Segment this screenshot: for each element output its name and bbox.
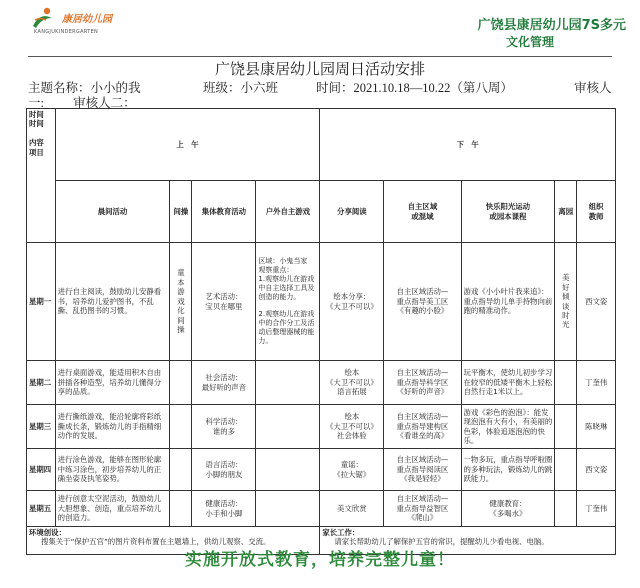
day-label: 星期三 (27, 405, 56, 449)
outdoor-empty-cell (256, 491, 320, 527)
col-exercise: 间操 (170, 181, 192, 243)
col-teacher: 组织 教师 (577, 181, 616, 243)
col-leave: 离园 (555, 181, 577, 243)
header-divider (28, 56, 612, 57)
sport-cell: 游戏《小小叶片我来追》：重点指导幼儿单手持物向前跑的精准动作。 (461, 243, 555, 361)
day-label: 星期一 (27, 243, 56, 361)
outdoor-empty-cell (256, 449, 320, 491)
day-label: 星期二 (27, 361, 56, 405)
zone-cell: 自主区域活动— 重点指导益智区 《爬山》 (384, 491, 461, 527)
exercise-empty-cell (170, 449, 192, 491)
reviewer-1-tail: 一: (28, 96, 44, 110)
time-label: 时间：2021.10.18—10.22（第八周） (316, 81, 513, 95)
class-label: 班级：小六班 (203, 81, 279, 95)
parent-work-label: 家长工作： (322, 528, 360, 537)
environment-label: 环境创设： (29, 528, 66, 537)
share-reading-cell: 绘本分享： 《大卫不可以》 (320, 243, 384, 361)
teacher-cell: 西文姿 (577, 449, 616, 491)
theme-label: 主题名称：小小的我 (28, 81, 141, 95)
teacher-cell: 丁奎伟 (577, 361, 616, 405)
morning-activity-cell: 进行自主阅读，鼓励幼儿安静看书，培养幼儿爱护图书，不乱撕、乱扔图书的习惯。 (55, 243, 170, 361)
leave-note-cell: 美好倾谈时光 (555, 243, 577, 361)
zone-cell: 自主区域活动— 重点指导建构区 《看谁垒的高》 (384, 405, 461, 449)
schedule-table (26, 108, 616, 555)
outdoor-empty-cell (256, 361, 320, 405)
morning-activity-cell: 进行涂色游戏，能够在图形轮廓中练习涂色，初步培养幼儿的正确坐姿及执笔姿势。 (55, 449, 170, 491)
col-zone: 自主区域 或混域 (384, 181, 461, 243)
outdoor-play-cell: 区域：小鬼当家 观察重点： 1.观察幼儿在游戏中自主选择工具及创造的能力。 2.观察幼儿在游戏中的合作分工及活动后整理器械的能力。 (256, 243, 320, 361)
zone-cell: 自主区域活动— 重点指导美工区 《有趣的小脸》 (384, 243, 461, 361)
group-activity-cell: 语言活动： 小脚的朋友 (192, 449, 256, 491)
share-reading-cell: 美文欣赏 (320, 491, 384, 527)
morning-activity-cell: 进行桌面游戏，能适用积木自由拼插各种造型，培养幼儿懂得分享的品质。 (55, 361, 170, 405)
table-row (27, 405, 616, 449)
teacher-cell: 西文姿 (577, 243, 616, 361)
leave-empty-cell (555, 449, 577, 491)
kindergarten-logo-icon (30, 6, 56, 30)
col-outdoor-play: 户外自主游戏 (256, 181, 320, 243)
group-activity-cell: 社会活动： 最好听的声音 (192, 361, 256, 405)
col-morning-activity: 晨间活动 (55, 181, 170, 243)
exercise-empty-cell (170, 405, 192, 449)
environment-text: 搜集关于“保护五官”的图片资料布置在主题墙上，供幼儿观察、交流。 (41, 537, 271, 547)
leave-empty-cell (555, 405, 577, 449)
group-activity-cell: 科学活动： 谁的多 (192, 405, 256, 449)
reviewer-1-label: 审核人 (574, 81, 612, 95)
share-reading-cell: 童谣： 《拉大锯》 (320, 449, 384, 491)
morning-activity-cell: 进行撕纸游戏，能沿轮廓将彩纸撕成长条，锻炼幼儿的手指精细动作的发展。 (55, 405, 170, 449)
banner-line-1: 广饶县康居幼儿园7S多元 (477, 18, 626, 33)
exercise-note-cell: 童本游戏化间操 (170, 243, 192, 361)
col-group-activity: 集体教育活动 (192, 181, 256, 243)
sport-cell: 玩平衡木，使幼儿初步学习在较窄的低矮平衡木上轻松自然行走1米以上。 (461, 361, 555, 405)
teacher-cell: 丁奎伟 (577, 491, 616, 527)
parent-work-text: 请家长帮助幼儿了解保护五官的常识，提醒幼儿少看电视、电脑。 (334, 537, 549, 547)
leave-empty-cell (555, 361, 577, 405)
zone-cell: 自主区域活动— 重点指导科学区 《好听的声音》 (384, 361, 461, 405)
afternoon-header: 下 午 (320, 109, 616, 181)
page-header (0, 0, 640, 49)
col-sport: 快乐阳光运动 或园本课程 (461, 181, 555, 243)
exercise-empty-cell (170, 361, 192, 405)
table-row (27, 361, 616, 405)
share-reading-cell: 绘本 《大卫不可以》 语言拓展 (320, 361, 384, 405)
group-activity-cell: 艺术活动： 宝贝在哪里 (192, 243, 256, 361)
group-activity-cell: 健康活动： 小手和小脚 (192, 491, 256, 527)
sport-cell: 一物多玩，重点指导呼啦圈的多种玩法，锻炼幼儿的跳跃能力。 (461, 449, 555, 491)
col-share-reading: 分享阅读 (320, 181, 384, 243)
sport-cell: 游戏《彩色的泡泡》：能发现泡泡有大有小，有美丽的色彩，体验追逐泡泡的快乐。 (461, 405, 555, 449)
day-label: 星期五 (27, 491, 56, 527)
banner-line-2: 文化管理 (505, 35, 554, 49)
table-row (27, 491, 616, 527)
sport-cell: 健康教育： 《多喝水》 (461, 491, 555, 527)
morning-header: 上 午 (55, 109, 320, 181)
teacher-cell: 陈晓琳 (577, 405, 616, 449)
footer-slogan: 实施开放式教育，培养完整儿童！ (185, 550, 455, 570)
table-row (27, 243, 616, 361)
table-corner-cell: 时间 时间 内容 项目 (27, 109, 56, 243)
document-title: 广饶县康居幼儿园周日活动安排 (214, 62, 425, 78)
outdoor-empty-cell (256, 405, 320, 449)
logo-english-text: KANGJUKINDERGARTEN (34, 29, 99, 35)
exercise-empty-cell (170, 491, 192, 527)
logo-text: 康居幼儿园 (62, 14, 112, 25)
leave-empty-cell (555, 491, 577, 527)
morning-activity-cell: 进行创意太空泥活动，鼓励幼儿大胆想象、创造，重点培养幼儿的创造力。 (55, 491, 170, 527)
zone-cell: 自主区域活动— 重点指导阅读区 《我是轻轻》 (384, 449, 461, 491)
share-reading-cell: 绘本 《大卫不可以》 社会体验 (320, 405, 384, 449)
reviewer-2-label: 审核人二： (73, 96, 136, 110)
day-label: 星期四 (27, 449, 56, 491)
table-row (27, 449, 616, 491)
